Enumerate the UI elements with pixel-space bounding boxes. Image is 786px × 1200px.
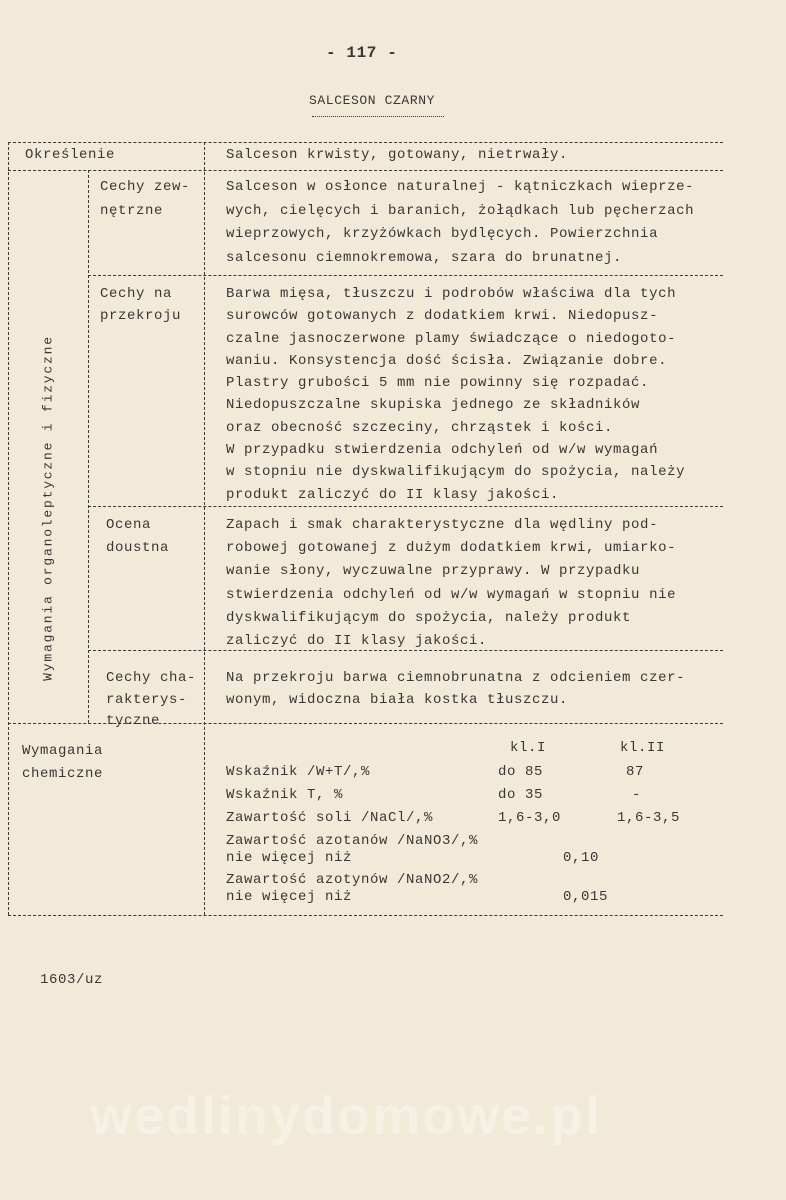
text-line: rakterys- xyxy=(106,691,188,708)
group-label-organoleptic: Wymagania organoleptyczne i fizyczne xyxy=(40,335,56,681)
chem-kl2: 1,6-3,5 xyxy=(617,810,681,826)
text-line: Wymagania xyxy=(22,743,104,759)
chem-kl1: do 85 xyxy=(498,764,544,780)
chem-value: 0,015 xyxy=(563,889,609,905)
row-text xyxy=(226,514,676,653)
chem-kl1: 1,6-3,0 xyxy=(498,810,562,826)
col-header-kl2: kl.II xyxy=(620,740,666,756)
chem-kl1: do 35 xyxy=(498,787,544,803)
text-line: W przypadku stwierdzenia odchyleń od w/w wymagań xyxy=(226,442,659,459)
text-line: dyskwalifikującym do spożycia, należy produkt xyxy=(226,609,632,626)
chem-kl2: - xyxy=(632,787,642,803)
row-label xyxy=(100,283,181,328)
chem-name: Zawartość soli /NaCl/,% xyxy=(226,810,434,826)
text-line: Salceson w osłonce naturalnej - kątniczkach wieprze- xyxy=(226,179,695,195)
text-line: Zapach i smak charakterystyczne dla wędliny pod- xyxy=(226,517,659,533)
footer-code: 1603/uz xyxy=(40,972,104,988)
text-line: doustna xyxy=(106,540,170,557)
row-text xyxy=(226,176,694,270)
text-line: robowej gotowanej z dużym dodatkiem krwi, umiarko- xyxy=(226,540,677,557)
text-line: Barwa mięsa, tłuszczu i podrobów właściwa dla tych xyxy=(226,286,677,302)
chem-name: Zawartość azotanów /NaNO3/,% xyxy=(226,833,479,849)
text-line: w stopniu nie dyskwalifikującym do spożycia, należy xyxy=(226,464,686,481)
header-label: Określenie xyxy=(25,147,116,163)
text-line: Cechy na xyxy=(100,286,173,302)
text-line: oraz obecność szczeciny, chrząstek i kości. xyxy=(226,419,614,436)
chem-name: Zawartość azotynów /NaNO2/,% xyxy=(226,872,479,888)
text-line: Ocena xyxy=(106,517,152,533)
text-line: nętrzne xyxy=(100,202,164,219)
text-line: surowców gotowanych z dodatkiem krwi. Niedopusz- xyxy=(226,308,659,325)
chemical-label xyxy=(22,740,103,786)
text-line: wych, cielęcych i baranich, żołądkach lub pęcherzach xyxy=(226,202,695,219)
col-header-kl1: kl.I xyxy=(510,740,547,756)
text-line: wieprzowych, krzyżówkach bydlęcych. Powierzchnia xyxy=(226,226,659,242)
chem-name-cont: nie więcej niż xyxy=(226,850,353,866)
text-line: produkt zaliczyć do II klasy jakości. xyxy=(226,486,560,503)
row-label xyxy=(106,668,196,733)
text-line: Cechy cha- xyxy=(106,670,197,686)
text-line: czalne jasnoczerwone plamy świadczące o niedogoto- xyxy=(226,330,677,347)
text-line: wanie słony, wyczuwalne przyprawy. W przypadku xyxy=(226,563,641,580)
row-text xyxy=(226,668,685,711)
text-line: Plastry grubości 5 mm nie powinny się rozpadać. xyxy=(226,375,650,392)
text-line: tyczne xyxy=(106,713,161,729)
chem-value: 0,10 xyxy=(563,850,600,866)
text-line: chemiczne xyxy=(22,766,104,782)
row-text xyxy=(226,283,685,506)
watermark: wedlinydomowe.pl xyxy=(90,1086,603,1146)
page-number: - 117 - xyxy=(326,44,398,62)
chem-name: Wskaźnik T, % xyxy=(226,787,344,803)
chem-name-cont: nie więcej niż xyxy=(226,889,353,905)
row-label xyxy=(100,176,190,223)
text-line: waniu. Konsystencja dość ścisła. Związanie dobre. xyxy=(226,352,668,369)
chem-name: Wskaźnik /W+T/,% xyxy=(226,764,371,780)
text-line: Na przekroju barwa ciemnobrunatna z odcieniem czer- xyxy=(226,670,686,686)
text-line: Niedopuszczalne skupiska jednego ze składników xyxy=(226,397,641,414)
text-line: przekroju xyxy=(100,308,182,325)
header-value: Salceson krwisty, gotowany, nietrwały. xyxy=(226,147,569,163)
page-title: SALCESON CZARNY xyxy=(309,93,436,108)
chem-kl2: 87 xyxy=(626,764,645,780)
text-line: stwierdzenia odchyleń od w/w wymagań w stopniu nie xyxy=(226,586,677,603)
text-line: salcesonu ciemnokremowa, szara do brunatnej. xyxy=(226,249,623,266)
text-line: Cechy zew- xyxy=(100,179,191,195)
text-line: zaliczyć do II klasy jakości. xyxy=(226,633,488,650)
row-label xyxy=(106,514,169,560)
text-line: wonym, widoczna biała kostka tłuszczu. xyxy=(226,691,569,708)
title-underline xyxy=(312,116,444,117)
